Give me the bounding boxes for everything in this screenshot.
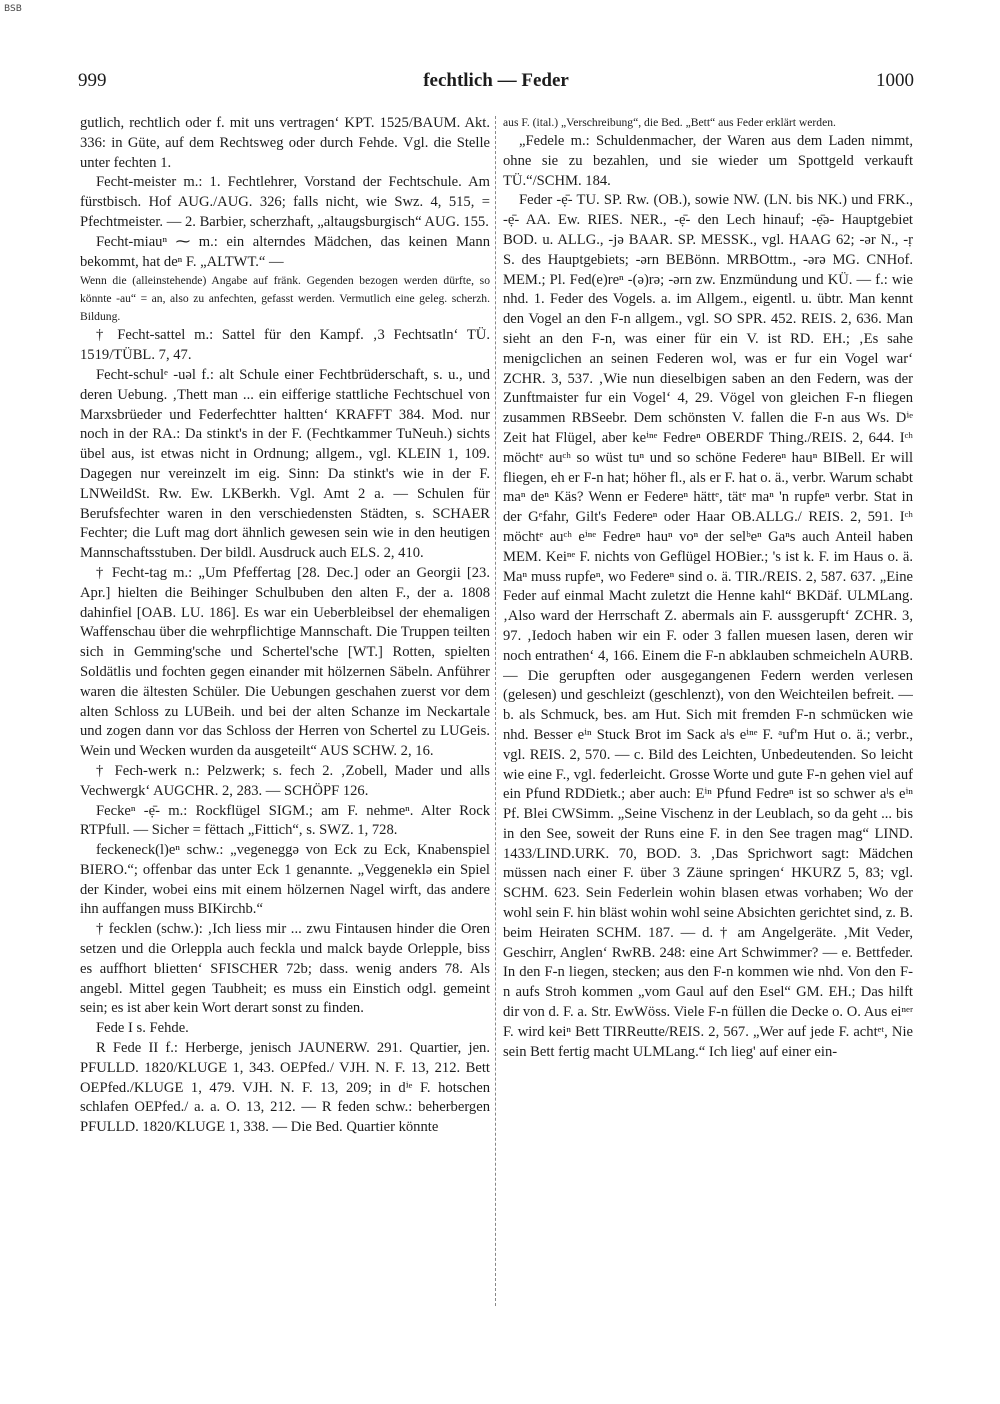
page-number-left: 999 (78, 70, 107, 91)
page-number-right: 1000 (876, 70, 914, 91)
page-header (78, 70, 914, 96)
column-divider (495, 116, 496, 1306)
entry-paragraph: Fecht-meister m.: 1. Fechtlehrer, Vorstand der Fechtschule. Am fürstbisch. Hof AUG./AUG. 326; falls nicht, wie Swz. 4, 515, = Pfechtmeister. — 2. Barbier, scherzhaft, „altaugsburgisch“ AUG. 155. (80, 174, 490, 230)
entry-paragraph: Fecht-miauⁿ ⁓ m.: ein alterndes Mädchen, das keinen Mann bekommt, hat deⁿ F. „ALTWT.“ — (80, 233, 490, 270)
entry-paragraph: Feder -ẹ̄- TU. SP. Rw. (OB.), sowie NW. (LN. bis NK.) und FRK., -ẹ̄- AA. Ew. RIES. NER., -ẹ̄- den Lech hinauf; -ẹ̄ə- Hauptgebiet BOD. u. ALLG., -jə BAAR. SP. MESSK., vgl. HAAG 62; -ər N., -ṛ S. des Hauptgebiets; -ərn BEBönn. MRBOttm., -ərə MG. CNHof. MEM.; Pl. Fed(e)reⁿ -(ə)rə; -ərn zw. Enzmündung und KÜ. — f.: wie nhd. 1. Feder des Vogels. a. im Allgem., eigentl. u. übtr. Man kennt den Vogel an den F-n allgem., vgl. SO SPR. 452. REIS. 2, 636. Man sieht an den F-n, was einer für ein V. ist RD. EH.; ‚Es sahe menigclichen an seinen Federen wol, was er fur ein Vogel war‘ ZCHR. 3, 537. ‚Wie nun dieselbigen saben an den Federn, was der Zunftmaister fur ein Vogel‘ 4, 29. Vögel von gleichen F-n fliegen zusammen RBSeebr. Dem schönsten V. fallen die F-n aus Ws. Dⁱᵉ Zeit hat Flügel, aber keⁱⁿᵉ Fedreⁿ OBERDF Thing./REIS. 2, 644. Iᶜʰ möchtᵉ auᶜʰ so wüst tuⁿ und so schöne Federeⁿ hauⁿ BIBell. Er will fliegen, eh er F-n hat; höher fl., als er F. hat o. ä., verbr. Warum schabt maⁿ deⁿ Käs? Wenn er Federeⁿ hättᵉ, tätᵉ maⁿ 'n rupfeⁿ verbr. Stat in der Gᵉfahr, Gilt's Federeⁿ oder Haar OB.ALLG./ REIS. 2, 591. Iᶜʰ möchtᵉ auᶜʰ eⁱⁿᵉ Fedreⁿ hauⁿ voⁿ der selᵇeⁿ Gaⁿs auch Anteil haben MEM. Keiⁿᵉ F. nichts von Geflügel HOBier.; 's ist k. F. im Haus o. ä. Maⁿ muss rupfeⁿ, wo Federeⁿ sind o. ä. TIR./REIS. 2, 587. 637. „Eine Feder auf einmal Macht zuletzt die Henne kahl“ BKDäf. ULMLang. ‚Also ward der Herrschaft Z. abermals ain F. aussgerupft‘ ZCHR. 3, 97. ‚Iedoch haben wir ein F. oder 3 fallen muesen lasen, deren wir noch entrathen‘ 4, 166. Einem die F-n abklauben schmeicheln AURB. — Die gerupften oder ausgegangenen Federn werden verlesen (gelesen) und geschleizt (geschlenzt), von den Weichteilen befreit. — b. als Schmuck, bes. am Hut. Sich mit fremden F-n schmücken wie nhd. Besser eⁱⁿ Stuck Brot im Sack aˡs eⁱⁿᵉ F. ᵃuf'm Hut o. ä.; verbr., vgl. REIS. 2, 570. — c. Bild des Leichten, Unbedeutenden. So leicht wie eine F., vgl. federleicht. Grosse Worte und gute F-n gehen viel auf ein Pfund RDDietk.; aber auch: Eⁱⁿ Pfund Fedreⁿ ist so schwer aˡs eⁱⁿ Pf. Blei CWSimm. „Seine Vischenz in der Leublach, so da geht ... bis in den See, soweit der Runs eine F. in den See tragen mag“ LIND. 1433/LIND.URK. 70, BOD. 3. ‚Das Sprichwort sagt: Mädchen müssen nach einer F. über 3 Zäune springen‘ HKURZ 5, 83; vgl. SCHM. 623. Sein Federlein wohin blasen etwas vorhaben; Wo der wohl sein F. hin bläst wohin wohl seine Absichten gerichtet sind, z. B. beim Heiraten SCHM. 187. — d. † am Angelgeräte. ‚Mit Veder, Geschirr, Anglen‘ RwRB. 248: eine Art Schwimmer? — e. Bettfeder. In den F-n liegen, stecken; aus den F-n kommen wie nhd. Von den F-n aufs Stroh kommen „vom Gaul auf den Esel“ GM. EH.; Das hilft dir von d. F. a. Str. EwWöss. Viele F-n füllen die Decke o. O. Aus eiⁿᵉʳ F. wird keiⁿ Bett TIRReutte/REIS. 2, 567. „Wer auf jede F. achtᵉᵗ, Nie sein Bett fertig macht ULMLang.“ Ich lieg' auf einer ein- (503, 192, 913, 1060)
entry-paragraph: feckeneck(l)eⁿ schw.: „vegeneggə von Eck zu Eck, Knabenspiel BIERO.“; offenbar das unter Eck 1 genannte. „Veggeneklə ein Spiel der Kinder, wobei eins mit einem hölzernen Nagel wirft, das andere ihn auffangen muss BIKirchb.“ (80, 842, 490, 918)
right-column (503, 114, 913, 1364)
entry-paragraph: „Fedele m.: Schuldenmacher, der Waren aus dem Laden nimmt, ohne sie zu bezahlen, und sie wieder um Spottgeld verkauft TÜ.“/SCHM. 184. (503, 133, 913, 189)
entry-paragraph: Fecht-schulᵉ -uəl f.: alt Schule einer Fechtbrüderschaft, s. u., und deren Uebung. ‚Thett man ... ein eifferige stattliche Fechtschuel von Marxsbrüeder und Federfechtter haltten‘ KRAFFT 384. Mod. nur noch in der RA.: Da stinkt's in der F. (Fechtkammer TuNeuh.) sichts übel aus, ist etwas nicht in Ordnung; allgem., vgl. KLEIN 1, 109. Dagegen nur vereinzelt im eig. Sinn: Da stinkt's wie in der F. LNWeildSt. Rw. Ew. LKBerkh. Vgl. Amt 2 a. — Schulen für Berufsfechter waren in den verschiedensten Städten, s. SCHAER Fechter; die Luft mag dort ähnlich gewesen sein wie in den heutigen Mannschaftsstuben. Der bildl. Ausdruck auch ELS. 2, 410. (80, 366, 490, 562)
note-paragraph: Wenn die (alleinstehende) Angabe auf fränk. Gegenden bezogen werden dürfte, so könnte -au“ = an, also zu anfechten, gefasst werden. Vermutlich eine geleg. scherzh. Bildung. (80, 274, 490, 324)
note-paragraph: aus F. (ital.) „Verschreibung“, die Bed. „Bett“ aus Feder erklärt werden. (503, 116, 836, 129)
entry-paragraph: R Fede II f.: Herberge, jenisch JAUNERW. 291. Quartier, jen. PFULLD. 1820/KLUGE 1, 343. OEPfed./ VJH. N. F. 13, 212. Bett OEPfed./KLUGE 1, 479. VJH. N. F. 13, 209; in dⁱᵉ F. hotschen schlafen OEPfed./ a. a. O. 13, 212. — R feden schw.: beherbergen PFULLD. 1820/KLUGE 1, 338. — Die Bed. Quartier könnte (80, 1040, 490, 1136)
entry-paragraph: † Fecht-sattel m.: Sattel für den Kampf. ‚3 Fechtsatln‘ TÜ. 1519/TÜBL. 7, 47. (80, 327, 490, 364)
entry-paragraph: Feckeⁿ -ẹ̄- m.: Rockflügel SIGM.; am F. nehmeⁿ. Alter Rock RTPfull. — Sicher = fëttach „Fittich“, s. SWZ. 1, 728. (80, 802, 490, 839)
entry-paragraph: † Fech-werk n.: Pelzwerk; s. fech 2. ‚Zobell, Mader und alls Vechwergk‘ AUGCHR. 2, 283. — SCHÖPF 126. (80, 762, 490, 799)
entry-paragraph: † fecklen (schw.): ‚Ich liess mir ... zwu Fintausen hinder die Oren setzen und die Orleppla auch feckla und malck bayde Orlepple, biss es auffhort blietten‘ SFISCHER 72b; dass. wenig anders 78. Als angebl. Mittel gegen Taubheit; es muss ein Einstich odgl. gemeint sein; es ist aber kein Wort derart sonst zu finden. (80, 921, 490, 1017)
running-title: fechtlich — Feder (423, 70, 569, 91)
entry-paragraph: † Fecht-tag m.: „Um Pfeffertag [28. Dec.] oder an Georgii [23. Apr.] hielten die Beihinger Schulbuben den alten F., der a. 1808 dahinfiel [OAB. LU. 186]. Es war ein Ueberbleibsel der ehemaligen Waffenschau über die wehrpflichtige Mannschaft. Die Truppen teilten sich in Gemming'sche und Schertel'sche [WT.] Rotten, spielten Soldätlis und fochten gegen einander mit hölzernen Säbeln. Anführer waren die ältesten Schüler. Die Uebungen geschahen zuerst vor dem alten Schloss zu LUBeih. und bei der alten Schanze im Neckartale und zogen dann vor das Schloss der Herren von Schertel zu LUGeis. Wein und Wecken wurden da ausgeteilt“ AUS SCHW. 2, 16. (80, 564, 490, 760)
entry-paragraph: gutlich, rechtlich oder f. mit uns vertragen‘ KPT. 1525/BAUM. Akt. 336: in Güte, auf dem Rechtsweg oder durch Fehde. Vgl. die Stelle unter fechten 1. (80, 115, 490, 171)
entry-paragraph: Fede I s. Fehde. (96, 1020, 189, 1037)
left-column (80, 114, 490, 1364)
library-stamp: BSB (4, 4, 22, 14)
